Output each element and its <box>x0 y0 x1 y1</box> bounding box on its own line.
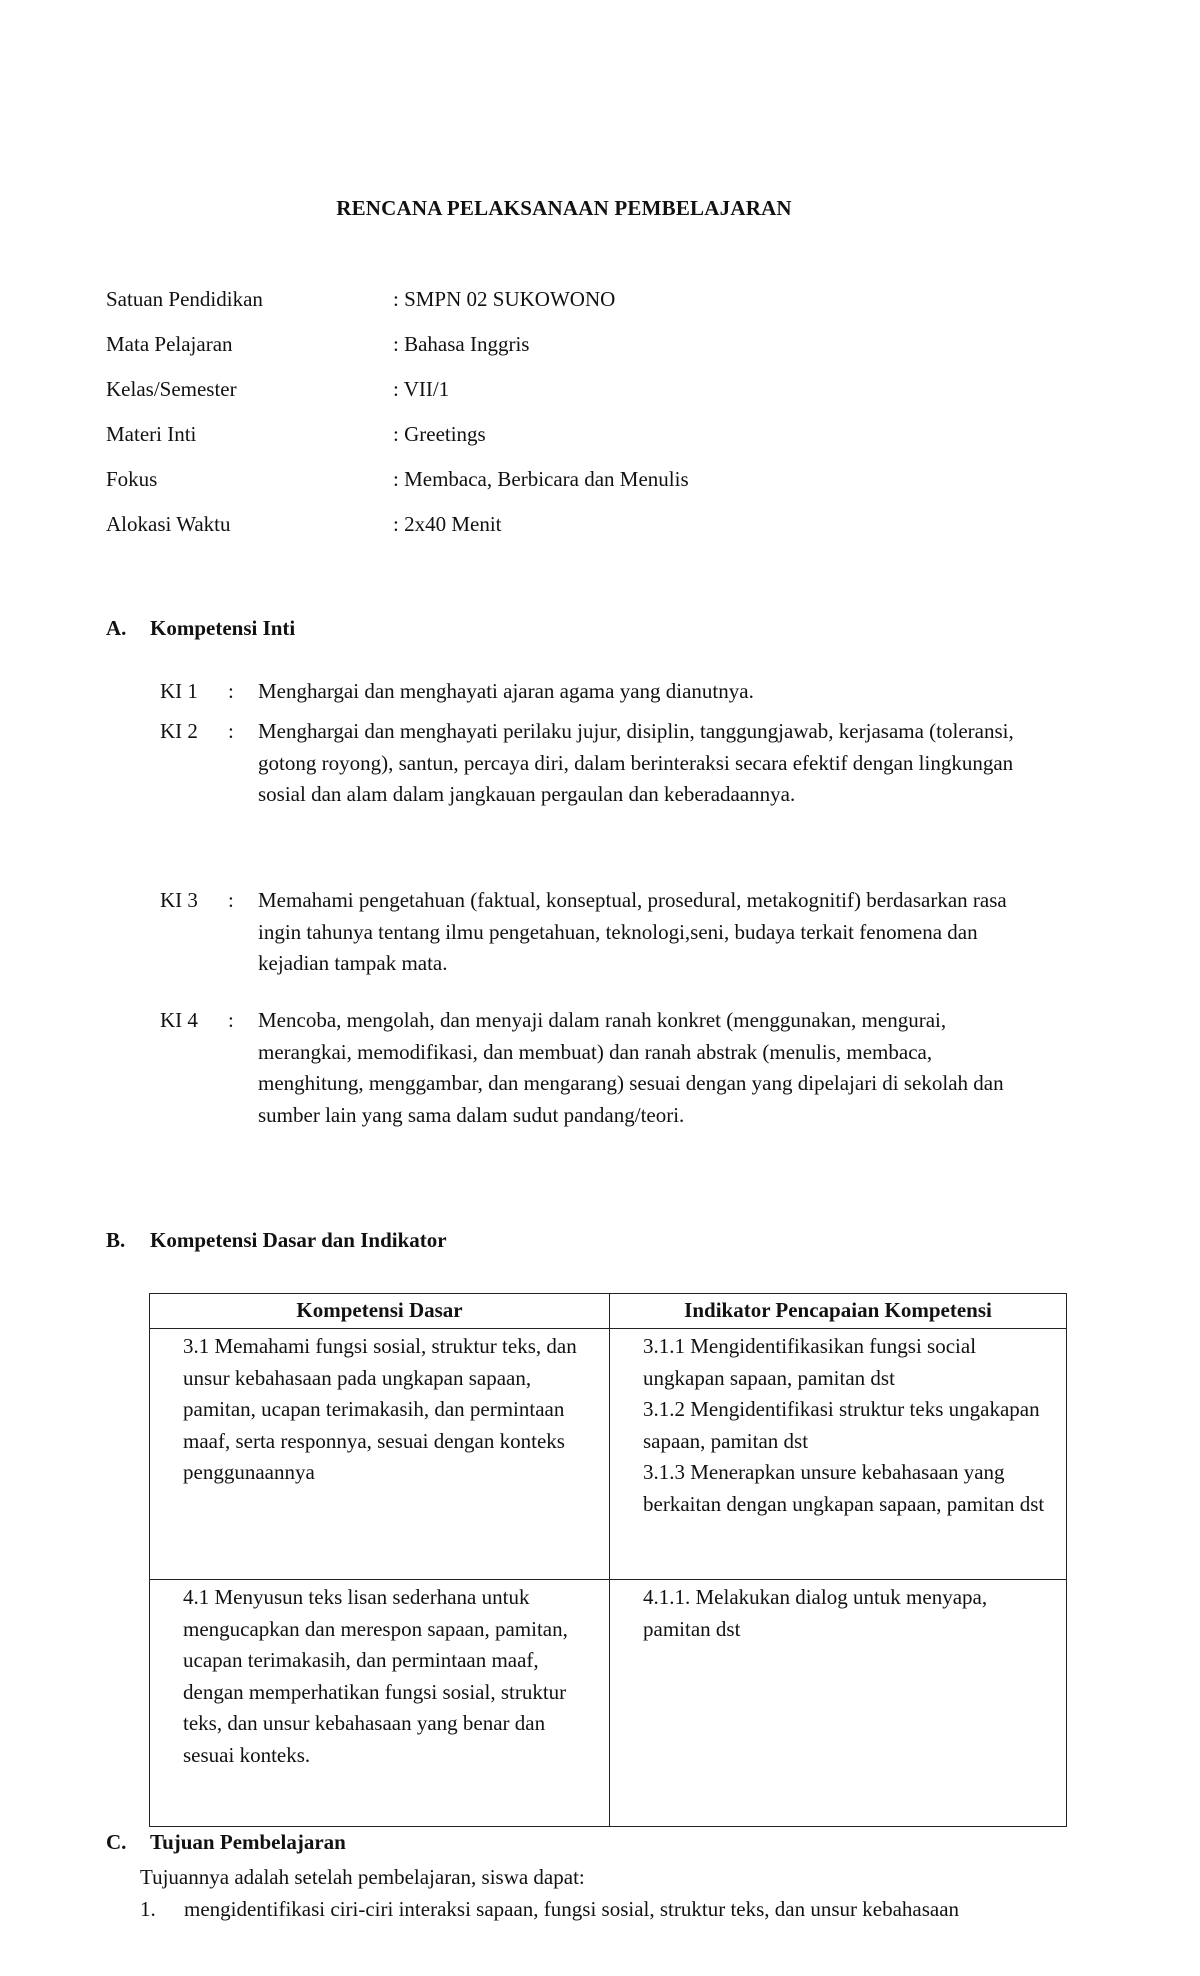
section-a-heading <box>106 616 295 640</box>
ki-colon: : <box>228 679 234 703</box>
kd-cell <box>150 1580 610 1827</box>
section-b-heading <box>106 1228 447 1252</box>
identity-label: Kelas/Semester <box>106 377 237 401</box>
identity-value: : SMPN 02 SUKOWONO <box>393 287 616 311</box>
ki-colon: : <box>228 1008 234 1032</box>
kd-text: 4.1 Menyusun teks lisan sederhana untuk mengucapkan dan merespon sapaan, pamitan, ucapan terimakasih, dan permintaan maaf, dengan memperhatikan fungsi sosial, struktur teks, dan unsur kebahasaan yang benar dan sesuai konteks. <box>183 1585 568 1767</box>
kd-cell <box>150 1329 610 1580</box>
document-title: RENCANA PELAKSANAAN PEMBELAJARAN <box>336 196 792 220</box>
identity-row <box>106 467 689 512</box>
section-title: Kompetensi Inti <box>150 616 296 640</box>
identity-row <box>106 377 689 422</box>
identity-value: : Bahasa Inggris <box>393 332 530 356</box>
table-header-cell: Kompetensi Dasar <box>150 1294 610 1329</box>
list-number: 1. <box>140 1897 156 1921</box>
ki-text: Mencoba, mengolah, dan menyaji dalam ranah konkret (menggunakan, mengurai, merangkai, memodifikasi, dan membuat) dan ranah abstrak (menulis, membaca, menghitung, menggambar, dan mengarang) sesuai dengan yang dipelajari di sekolah dan sumber lain yang sama dalam sudut pandang/teori. <box>258 1008 1004 1127</box>
indikator-cell <box>610 1329 1067 1580</box>
identity-value: : 2x40 Menit <box>393 512 502 536</box>
identity-row <box>106 287 689 332</box>
list-item <box>140 1894 1140 1926</box>
identity-label: Materi Inti <box>106 422 197 446</box>
ki-code: KI 2 <box>160 719 198 743</box>
identity-value: : Greetings <box>393 422 486 446</box>
identity-row <box>106 512 689 557</box>
section-letter: C. <box>106 1830 127 1854</box>
section-c-heading <box>106 1830 346 1854</box>
ki-colon: : <box>228 888 234 912</box>
ki-code: KI 4 <box>160 1008 198 1032</box>
indikator-text: 3.1.2 Mengidentifikasi struktur teks ungakapan sapaan, pamitan dst <box>643 1397 1040 1453</box>
identity-block <box>106 287 689 557</box>
section-title: Kompetensi Dasar dan Indikator <box>150 1228 447 1252</box>
table-row <box>150 1329 1067 1580</box>
identity-value: : Membaca, Berbicara dan Menulis <box>393 467 689 491</box>
tujuan-list <box>140 1894 1140 1926</box>
indikator-text: 3.1.1 Mengidentifikasikan fungsi social ungkapan sapaan, pamitan dst <box>643 1334 977 1390</box>
section-letter: B. <box>106 1228 126 1252</box>
identity-row <box>106 422 689 467</box>
identity-label: Fokus <box>106 467 158 491</box>
indikator-text: 4.1.1. Melakukan dialog untuk menyapa, pamitan dst <box>643 1585 988 1641</box>
ki-text: Menghargai dan menghayati perilaku jujur, disiplin, tanggungjawab, kerjasama (toleransi, gotong royong), santun, percaya diri, dalam berinteraksi secara efektif dengan lingkungan sosial dan alam dalam jangkauan pergaulan dan keberadaannya. <box>258 719 1014 806</box>
identity-label: Mata Pelajaran <box>106 332 233 356</box>
table-header-cell: Indikator Pencapaian Kompetensi <box>610 1294 1067 1329</box>
table-header-row <box>150 1294 1067 1329</box>
ki-text: Menghargai dan menghayati ajaran agama yang dianutnya. <box>258 679 754 703</box>
indikator-cell <box>610 1580 1067 1827</box>
kompetensi-table <box>149 1293 1067 1827</box>
indikator-text: 3.1.3 Menerapkan unsure kebahasaan yang berkaitan dengan ungkapan sapaan, pamitan dst <box>643 1460 1045 1516</box>
ki-row-3 <box>160 885 1060 980</box>
kd-text: 3.1 Memahami fungsi sosial, struktur teks, dan unsur kebahasaan pada ungkapan sapaan, pamitan, ucapan terimakasih, dan permintaan maaf, serta responnya, sesuai dengan konteks penggunaannya <box>183 1334 577 1484</box>
table-row <box>150 1580 1067 1827</box>
list-text: mengidentifikasi ciri-ciri interaksi sapaan, fungsi sosial, struktur teks, dan unsur kebahasaan <box>184 1897 960 1921</box>
identity-label: Alokasi Waktu <box>106 512 231 536</box>
identity-label: Satuan Pendidikan <box>106 287 263 311</box>
ki-code: KI 1 <box>160 679 198 703</box>
identity-row <box>106 332 689 377</box>
ki-code: KI 3 <box>160 888 198 912</box>
section-letter: A. <box>106 616 127 640</box>
ki-colon: : <box>228 719 234 743</box>
ki-row-2 <box>160 716 1060 811</box>
ki-row-1 <box>160 676 1060 708</box>
ki-row-4 <box>160 1005 1060 1131</box>
ki-text: Memahami pengetahuan (faktual, konseptual, prosedural, metakognitif) berdasarkan rasa ingin tahunya tentang ilmu pengetahuan, teknologi,seni, budaya terkait fenomena dan kejadian tampak mata. <box>258 888 1007 975</box>
identity-value: : VII/1 <box>393 377 450 401</box>
tujuan-intro: Tujuannya adalah setelah pembelajaran, siswa dapat: <box>140 1865 585 1889</box>
section-title: Tujuan Pembelajaran <box>150 1830 346 1854</box>
